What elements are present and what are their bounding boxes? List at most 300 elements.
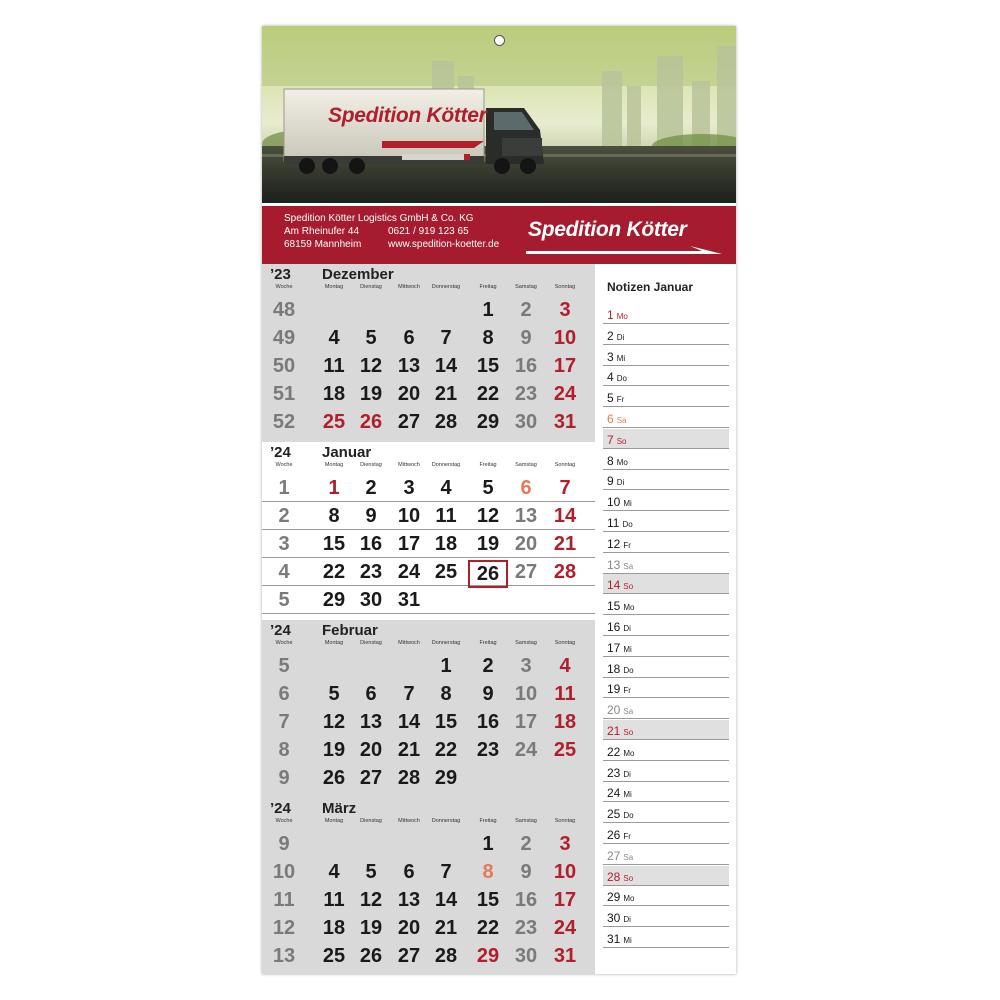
weekday-header: Donnerstag [431,640,461,646]
note-date [607,391,624,405]
note-line[interactable] [603,429,729,449]
day-cell: 11 [554,683,576,705]
day-cell: 24 [553,917,577,939]
week-row [262,942,595,970]
day-cell: 27 [397,411,421,433]
day-cell: 13 [397,355,421,377]
day-cell: 13 [397,889,421,911]
note-date [607,786,632,800]
week-number: 4 [278,561,290,583]
day-cell: 27 [359,767,383,789]
day-cell: 17 [553,355,577,377]
note-line[interactable] [603,907,729,927]
week-number: 49 [272,327,296,349]
day-cell: 8 [440,683,452,705]
day-cell: 21 [553,533,577,555]
day-cell: 2 [482,655,494,677]
day-cell: 11 [323,889,345,911]
note-day-number: 22 [607,744,621,759]
company-header [262,206,736,264]
company-logo: Spedition Kötter [528,218,687,241]
note-line[interactable] [603,554,729,574]
month-name: Januar [322,444,372,461]
weekday-header: Dienstag [360,640,382,646]
note-line[interactable] [603,720,729,740]
week-row [262,474,595,502]
note-date [607,766,631,780]
week-row [262,764,595,792]
note-day-number: 16 [607,620,621,634]
note-day-number: 27 [607,848,621,863]
day-cell: 20 [397,917,421,939]
day-cell: 2 [365,477,377,499]
day-cell: 9 [482,683,494,705]
day-cell: 5 [328,683,340,705]
weekday-header: Woche [275,640,293,646]
day-cell: 14 [434,355,458,377]
note-day-number: 23 [607,765,621,780]
weekday-header: Montag [324,640,344,646]
day-cell: 17 [553,889,577,911]
weekday-header-row [262,640,595,650]
month-name: Februar [322,622,378,639]
weekday-header: Samstag [515,462,537,468]
day-cell: 26 [322,767,346,789]
week-number: 12 [272,917,296,939]
note-line[interactable] [603,866,729,886]
day-cell: 8 [328,505,340,527]
day-cell: 12 [359,889,383,911]
weekday-header-row [262,818,595,828]
note-line[interactable] [603,803,729,823]
weekday-header: Sonntag [554,818,576,824]
note-day-number: 1 [607,308,614,322]
week-number: 48 [272,299,296,321]
note-day-number: 18 [607,661,621,676]
day-cell: 22 [322,561,346,583]
weekday-header-row [262,462,595,472]
company-website: www.spedition-koetter.de [388,239,500,250]
note-line[interactable] [603,512,729,532]
day-cell: 16 [514,355,538,377]
weekday-header: Dienstag [360,284,382,290]
note-date [607,599,634,613]
week-number: 52 [272,411,296,433]
day-cell: 19 [359,917,383,939]
week-number: 1 [278,477,290,499]
day-cell: 29 [476,411,500,433]
notes-title: Notizen Januar [607,280,694,294]
weekday-header: Sonntag [554,462,576,468]
note-weekday: Mo [623,894,635,904]
week-number: 9 [278,767,290,789]
note-line[interactable] [603,491,729,511]
weekday-header: Freitag [479,284,497,290]
note-line[interactable] [603,824,729,844]
week-row [262,502,595,530]
note-day-number: 28 [607,869,621,884]
note-line[interactable] [603,533,729,553]
note-line[interactable] [603,616,729,636]
day-cell: 16 [359,533,383,555]
note-day-number: 17 [607,640,621,655]
note-weekday: Sa [623,707,634,717]
note-date [607,350,625,364]
note-weekday: Fr [623,540,631,550]
day-cell: 19 [476,533,500,555]
note-line[interactable] [603,678,729,698]
month-year: ’24 [270,622,291,639]
note-weekday: So [623,873,634,883]
note-line[interactable] [603,741,729,761]
month-grids [262,264,595,974]
note-weekday: Do [622,520,633,529]
day-cell: 13 [359,711,383,733]
week-number: 8 [278,739,290,761]
company-phone: 0621 / 919 123 65 [388,226,469,237]
note-weekday: Di [616,478,625,488]
note-day-number: 5 [607,391,614,406]
week-row [262,736,595,764]
day-cell: 23 [514,917,538,939]
weekday-header: Donnerstag [431,284,461,290]
note-line[interactable] [603,595,729,615]
week-row [262,408,595,436]
day-cell: 18 [434,533,458,555]
note-line[interactable] [603,408,729,428]
week-row [262,324,595,352]
note-line[interactable] [603,658,729,678]
day-cell: 3 [559,833,571,855]
day-cell: 18 [322,917,346,939]
week-number: 9 [278,833,290,855]
day-cell: 14 [553,505,577,527]
weekday-header: Mittwoch [398,640,420,646]
day-cell: 28 [434,945,458,967]
weekday-header: Montag [324,462,344,468]
day-cell: 22 [476,383,500,405]
note-date [607,474,624,488]
note-date [607,578,633,592]
note-date [607,890,634,904]
day-cell: 26 [468,560,508,588]
month-year: ’24 [270,800,291,817]
note-date [607,412,626,426]
note-line[interactable] [603,845,729,865]
day-cell: 11 [323,355,345,377]
note-weekday: Mo [616,457,628,467]
month-header [262,798,595,816]
note-day-number: 13 [607,557,621,572]
day-cell: 14 [434,889,458,911]
day-cell: 10 [514,683,538,705]
day-cell: 5 [365,327,377,349]
day-cell: 28 [397,767,421,789]
note-day-number: 25 [607,807,621,822]
truck-photo [262,26,736,203]
note-line[interactable] [603,450,729,470]
weekday-header: Samstag [515,818,537,824]
note-date [607,558,633,572]
week-row [262,296,595,324]
day-cell: 15 [476,355,500,377]
day-cell: 25 [322,945,346,967]
day-cell: 30 [514,411,538,433]
note-date [607,329,624,343]
note-day-number: 2 [607,328,614,343]
day-cell: 9 [520,327,532,349]
note-weekday: Fr [616,395,625,405]
note-date [607,849,633,863]
note-date [607,724,633,738]
week-number: 7 [278,711,290,733]
week-row [262,708,595,736]
weekday-header: Donnerstag [431,462,461,468]
day-cell: 27 [514,561,538,583]
note-date [607,807,634,821]
note-date [607,620,631,634]
notes-column [595,264,736,974]
day-cell: 31 [397,589,421,611]
note-day-number: 12 [607,536,621,551]
week-row [262,652,595,680]
weekday-header: Woche [275,818,293,824]
note-line[interactable] [603,346,729,366]
day-cell: 8 [482,861,494,883]
note-day-number: 8 [607,453,614,468]
note-day-number: 20 [607,703,621,718]
month-header [262,264,595,282]
day-cell: 9 [365,505,377,527]
week-row [262,586,595,614]
note-line[interactable] [603,470,729,490]
day-cell: 1 [440,655,452,677]
note-date [607,932,632,946]
day-cell: 7 [403,683,415,705]
day-cell: 12 [322,711,346,733]
note-date [607,911,631,925]
day-cell: 2 [520,299,532,321]
day-cell: 24 [553,383,577,405]
note-day-number: 21 [607,724,621,738]
day-cell: 19 [322,739,346,761]
week-number: 13 [272,945,296,967]
note-line[interactable] [603,886,729,906]
weekday-header: Mittwoch [398,284,420,290]
day-cell: 1 [482,833,494,855]
day-cell: 18 [553,711,577,733]
note-weekday: Sa [623,852,634,862]
weekday-header: Dienstag [360,818,382,824]
day-cell: 28 [553,561,577,583]
day-cell: 18 [322,383,346,405]
note-weekday: Mo [623,748,635,758]
truck-brand-text: Spedition Kötter [328,104,487,127]
day-cell: 3 [520,655,532,677]
day-cell: 6 [403,861,415,883]
note-weekday: So [623,582,634,592]
note-line[interactable] [603,762,729,782]
weekday-header: Freitag [479,462,497,468]
month-märz [262,798,595,974]
note-day-number: 14 [607,578,621,593]
note-weekday: Sa [616,416,627,425]
week-number: 6 [278,683,290,705]
note-weekday: So [623,728,634,737]
weekday-header: Samstag [515,640,537,646]
day-cell: 27 [397,945,421,967]
week-number: 51 [272,383,296,405]
week-number: 5 [278,589,290,611]
weekday-header: Samstag [515,284,537,290]
day-cell: 11 [435,505,457,527]
weekday-header: Freitag [479,818,497,824]
week-number: 10 [272,861,296,883]
note-weekday: Do [623,665,634,675]
note-date [607,433,626,447]
day-cell: 15 [322,533,346,555]
note-weekday: Mi [623,644,632,654]
weekday-header: Freitag [479,640,497,646]
day-cell: 16 [476,711,500,733]
week-row [262,914,595,942]
day-cell: 4 [328,861,340,883]
week-row [262,558,595,586]
weekday-header: Woche [275,462,293,468]
note-weekday: Mo [623,603,635,613]
day-cell: 7 [440,327,452,349]
day-cell: 7 [559,477,571,499]
company-city: 68159 Mannheim [284,239,362,250]
note-line[interactable] [603,387,729,407]
day-cell: 12 [476,505,500,527]
weekday-header: Mittwoch [398,818,420,824]
day-cell: 4 [440,477,452,499]
note-weekday: Mo [616,312,628,321]
day-cell: 13 [514,505,538,527]
note-day-number: 26 [607,828,621,842]
note-date [607,495,632,509]
day-cell: 1 [482,299,494,321]
note-weekday: Mi [623,790,632,800]
day-cell: 14 [397,711,421,733]
day-cell: 29 [322,589,346,611]
note-date [607,454,628,468]
note-date [607,662,634,676]
day-cell: 30 [514,945,538,967]
week-number: 11 [273,889,295,911]
note-line[interactable] [603,928,729,948]
note-weekday: Di [616,332,625,342]
note-date [607,870,633,884]
week-row [262,530,595,558]
day-cell: 24 [514,739,538,761]
day-cell: 7 [440,861,452,883]
note-line[interactable] [603,782,729,802]
week-number: 3 [278,533,290,555]
note-day-number: 10 [607,495,621,510]
day-cell: 17 [397,533,421,555]
day-cell: 8 [482,327,494,349]
day-cell: 23 [514,383,538,405]
day-cell: 10 [553,327,577,349]
day-cell: 21 [397,739,421,761]
note-day-number: 6 [607,412,614,426]
day-cell: 10 [553,861,577,883]
note-day-number: 11 [607,516,620,530]
company-street: Am Rheinufer 44 [284,226,360,237]
note-weekday: Fr [623,686,631,696]
note-weekday: Mi [623,499,632,509]
week-number: 5 [278,655,290,677]
month-year: ’24 [270,444,291,461]
weekday-header: Donnerstag [431,818,461,824]
note-line[interactable] [603,699,729,719]
week-row [262,680,595,708]
month-name: März [322,800,357,817]
day-cell: 24 [397,561,421,583]
note-line[interactable] [603,637,729,657]
day-cell: 4 [559,655,571,677]
weekday-header: Dienstag [360,462,382,468]
weekday-header: Mittwoch [398,462,420,468]
note-date [607,745,634,759]
day-cell: 5 [365,861,377,883]
day-cell: 6 [365,683,377,705]
day-cell: 20 [514,533,538,555]
logo-swoosh-icon [526,246,722,256]
weekday-header: Montag [324,284,344,290]
month-februar [262,620,595,798]
day-cell: 4 [328,327,340,349]
note-weekday: Do [623,811,634,821]
note-day-number: 9 [607,474,614,489]
note-date [607,516,633,530]
note-weekday: Do [616,374,627,384]
day-cell: 26 [359,945,383,967]
week-row [262,858,595,886]
day-cell: 30 [359,589,383,611]
weekday-header-row [262,284,595,294]
day-cell: 15 [476,889,500,911]
day-cell: 15 [434,711,458,733]
day-cell: 22 [434,739,458,761]
note-line[interactable] [603,574,729,594]
note-date [607,370,627,384]
week-row [262,380,595,408]
month-januar [262,442,595,620]
day-cell: 22 [476,917,500,939]
day-cell: 17 [514,711,538,733]
note-line[interactable] [603,325,729,345]
note-date [607,537,631,551]
month-name: Dezember [322,266,394,283]
day-cell: 16 [514,889,538,911]
day-cell: 2 [520,833,532,855]
day-cell: 10 [397,505,421,527]
note-date [607,641,632,655]
day-cell: 29 [476,945,500,967]
note-weekday: Di [623,624,631,633]
weekday-header: Sonntag [554,284,576,290]
note-date [607,308,628,322]
note-weekday: Mi [623,936,632,945]
note-line[interactable] [603,366,729,386]
week-row [262,886,595,914]
note-day-number: 24 [607,786,621,801]
month-dezember [262,264,595,442]
note-line[interactable] [603,304,729,324]
